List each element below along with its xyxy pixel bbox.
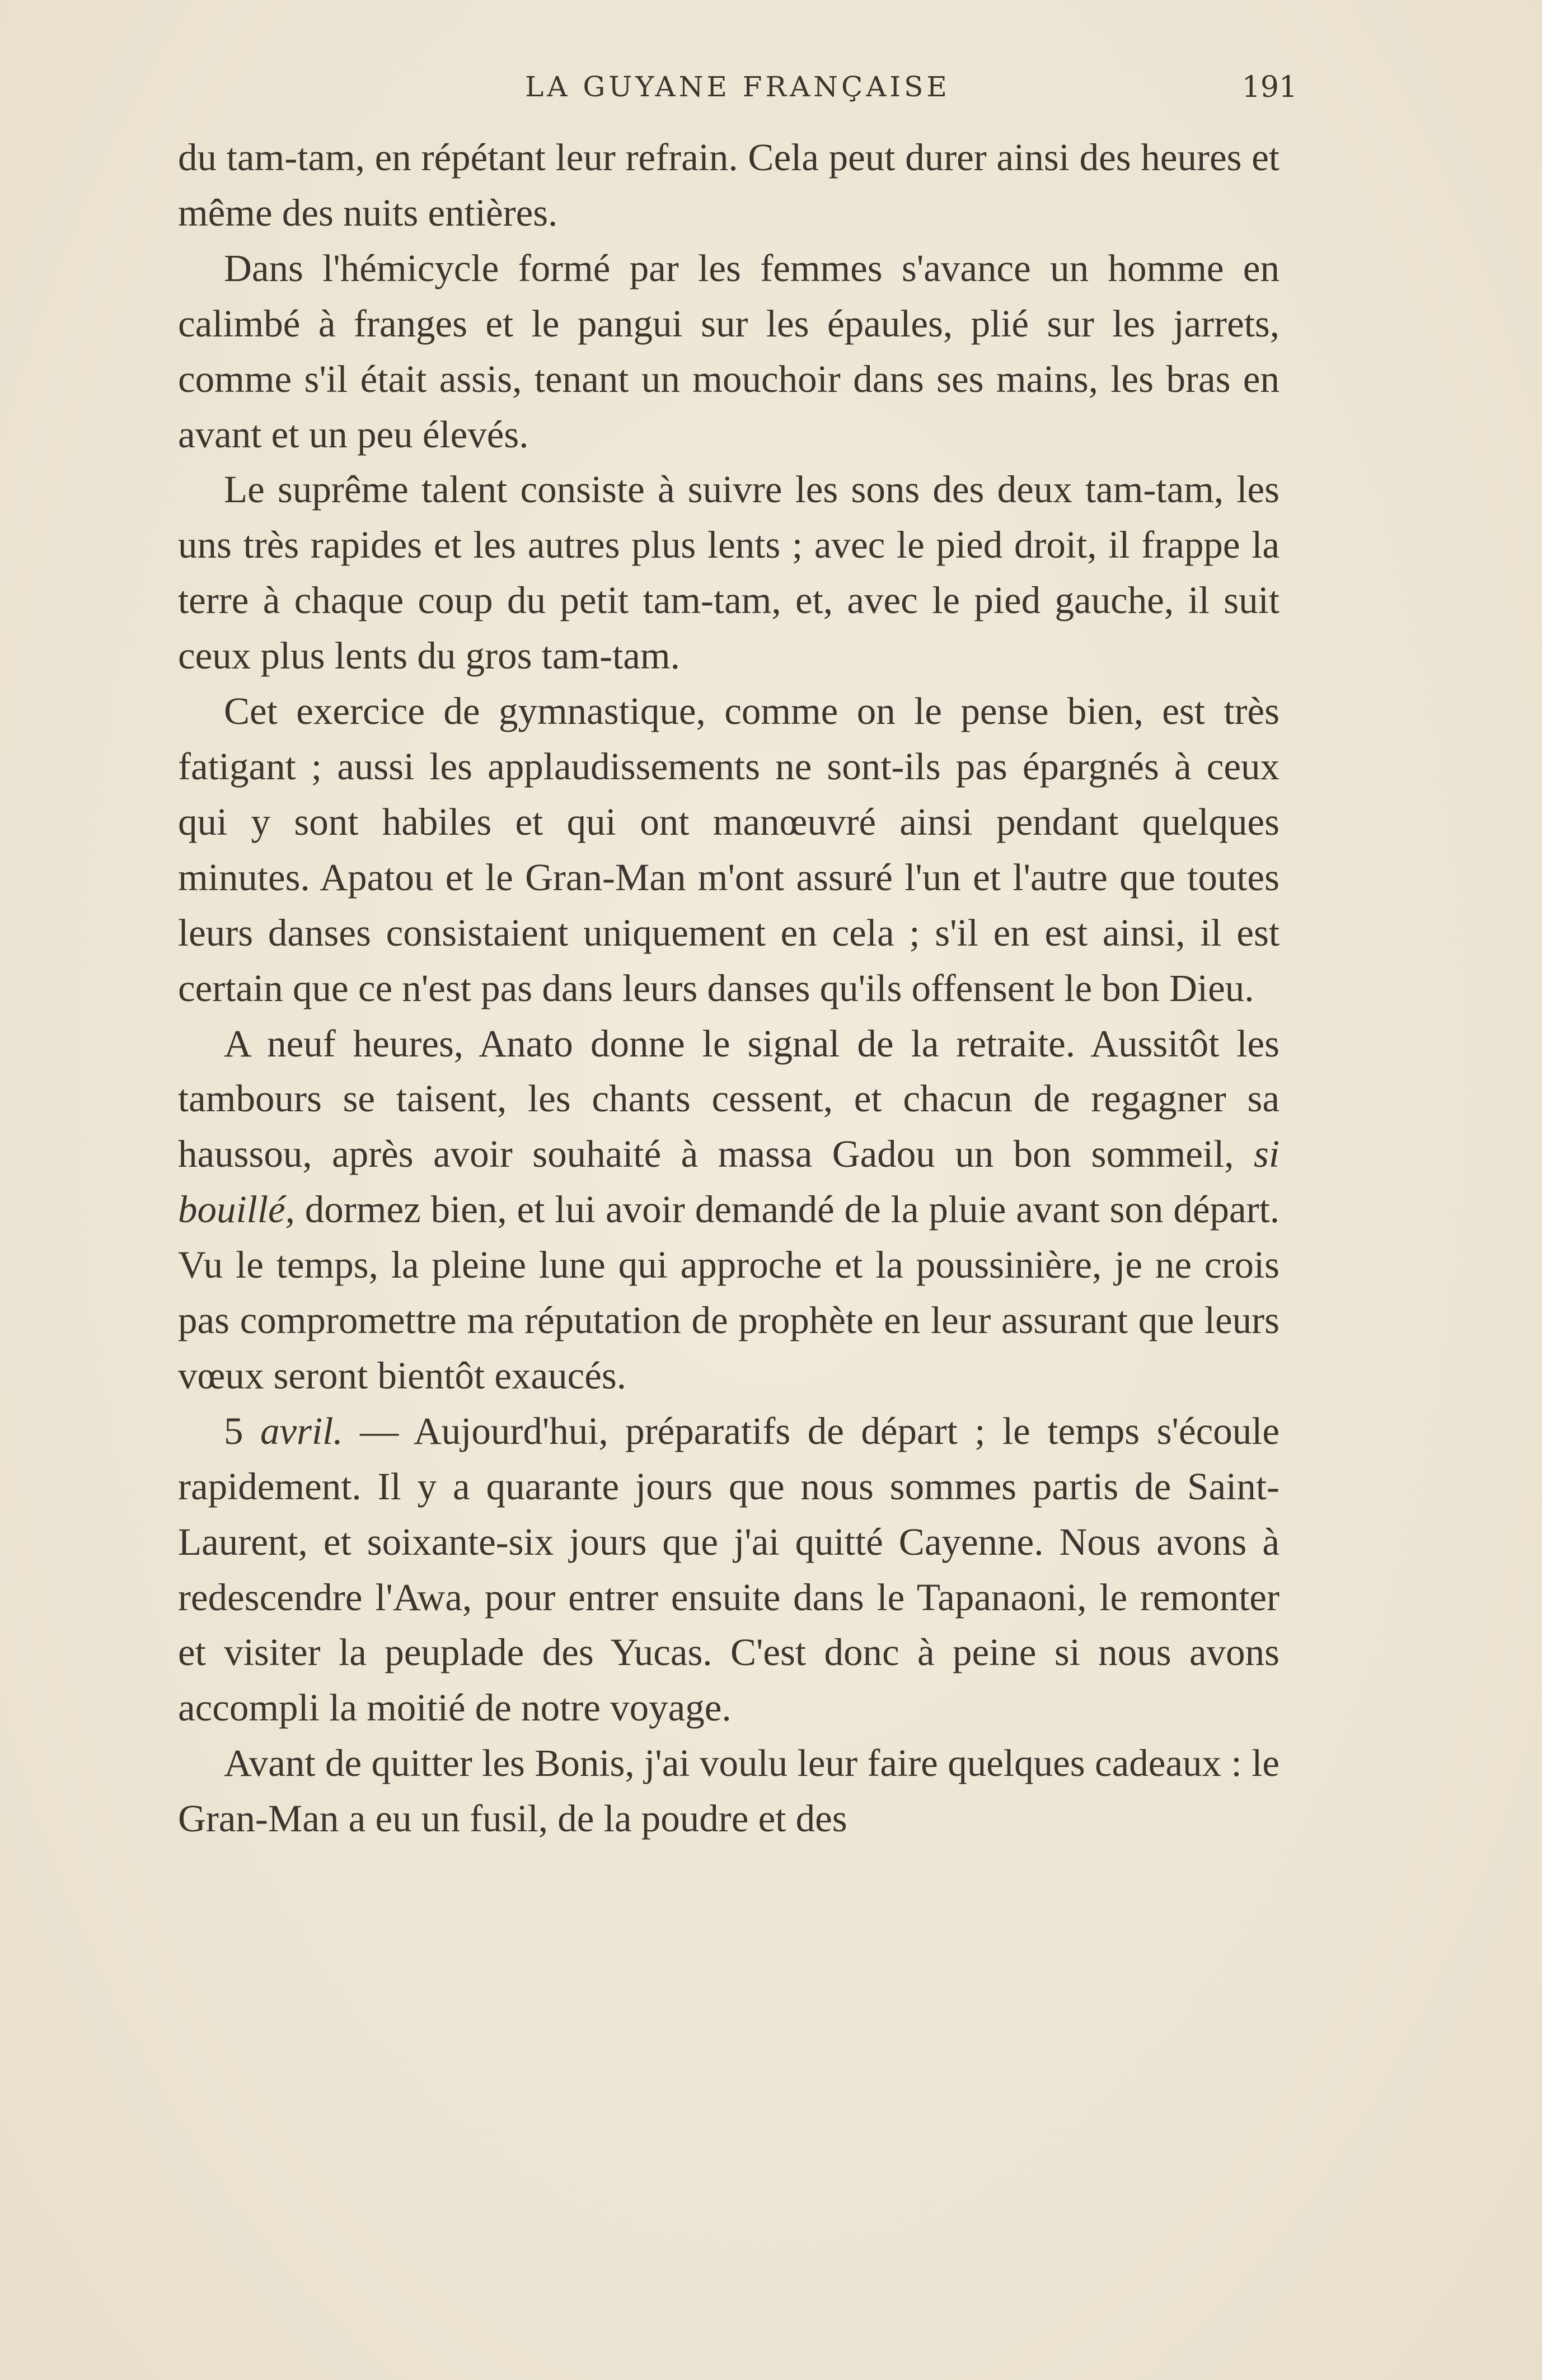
paragraph-5-text-before: A neuf heures, Anato donne le signal de la retraite. Aussitôt les tambours se taisent, les chants cessent, et chacun de regagner sa haussou, après avoir souhaité à massa Gadou un bon sommeil,	[178, 1022, 1279, 1176]
paragraph-6-date-month: avril.	[260, 1409, 343, 1452]
paragraph-6-text: — Aujourd'hui, préparatifs de départ ; le temps s'écoule rapidement. Il y a quarante jours que nous sommes partis de Saint-Laurent, et soixante-six jours que j'ai quitté Cayenne. Nous avons à redescendre l'Awa, pour entrer ensuite dans le Tapanaoni, le remonter et visiter la peuplade des Yucas. C'est donc à peine si nous avons accompli la moitié de notre voyage.	[178, 1409, 1279, 1729]
paragraph-2: Dans l'hémicycle formé par les femmes s'avance un homme en calimbé à franges et le pangui sur les épaules, plié sur les jarrets, comme s'il était assis, tenant un mouchoir dans ses mains, les bras en avant et un peu élevés.	[178, 246, 1279, 456]
running-title: LA GUYANE FRANÇAISE	[525, 71, 950, 103]
paragraph-5-italic: si bouillé,	[178, 1133, 1279, 1231]
paragraph-5-text-after: dormez bien, et lui avoir demandé de la pluie avant son départ. Vu le temps, la pleine lune qui approche et la poussinière, je ne crois pas compromettre ma réputation de prophète en leur assurant que leurs vœux seront bientôt exaucés.	[178, 1188, 1279, 1397]
running-head	[178, 66, 1297, 111]
page-number: 191	[1241, 71, 1297, 104]
paragraph-6-date-number: 5	[224, 1409, 261, 1452]
paragraph-7: Avant de quitter les Bonis, j'ai voulu leur faire quelques cadeaux : le Gran-Man a eu un fusil, de la poudre et des	[178, 1742, 1279, 1840]
paragraph-1: du tam-tam, en répétant leur refrain. Cela peut durer ainsi des heures et même des nuits entières.	[178, 136, 1279, 234]
paragraph-3: Le suprême talent consiste à suivre les sons des deux tam-tam, les uns très rapides et les autres plus lents ; avec le pied droit, il frappe la terre à chaque coup du petit tam-tam, et, avec le pied gauche, il suit ceux plus lents du gros tam-tam.	[178, 468, 1279, 677]
paragraph-6	[178, 1404, 1279, 1736]
paragraph-4: Cet exercice de gymnastique, comme on le pense bien, est très fatigant ; aussi les applaudissements ne sont-ils pas épargnés à ceux qui y sont habiles et qui ont manœuvré ainsi pendant quelques minutes. Apatou et le Gran-Man m'ont assuré l'un et l'autre que toutes leurs danses consistaient uniquement en cela ; s'il en est ainsi, il est certain que ce n'est pas dans leurs danses qu'ils offensent le bon Dieu.	[178, 690, 1279, 1009]
paragraph-5	[178, 1016, 1279, 1404]
body-text	[178, 130, 1279, 1846]
